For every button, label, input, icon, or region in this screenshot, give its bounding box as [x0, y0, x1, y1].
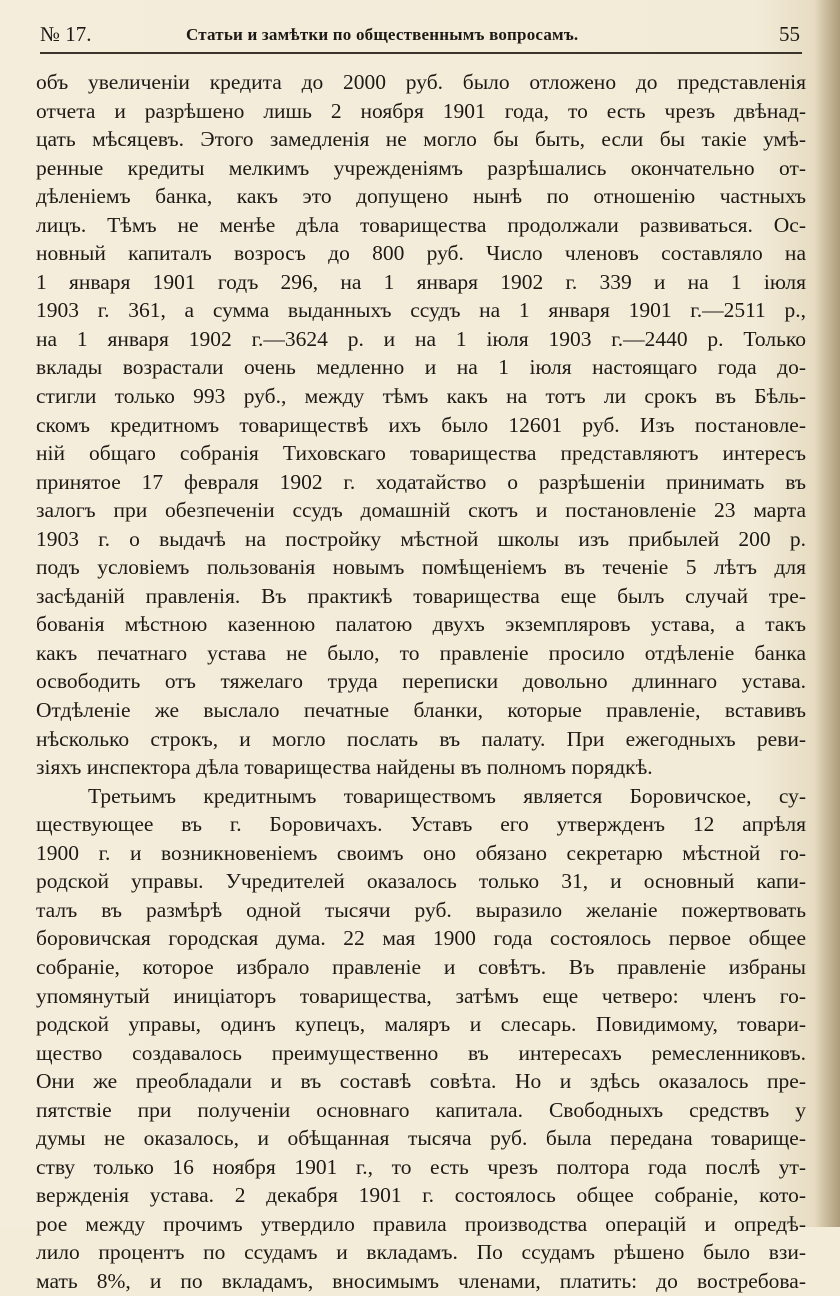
text-line: ній общаго собранія Тиховскаго товарищества представляютъ интересъ — [36, 441, 806, 466]
text-line: Третьимъ кредитнымъ товариществомъ является Боровичское, су- — [88, 783, 806, 808]
text-line: упомянутый иниціаторъ товарищества, затѣмъ еще четверо: членъ го- — [36, 983, 806, 1008]
issue-number: № 17. — [40, 22, 92, 46]
text-line: лило процентъ по ссудамъ и вкладамъ. По ссудамъ рѣшено было взи- — [36, 1240, 806, 1265]
text-line: объ увеличеніи кредита до 2000 руб. было отложено до представленія — [36, 70, 806, 94]
page-edge-shadow — [814, 0, 840, 1227]
text-line: подъ условіемъ пользованія новымъ помѣщеніемъ въ теченіе 5 лѣтъ для — [36, 555, 806, 580]
text-line: освободить отъ тяжелаго труда переписки довольно длиннаго устава. — [36, 669, 806, 694]
text-line: скомъ кредитномъ товариществѣ ихъ было 12601 руб. Изъ постановле- — [36, 412, 806, 437]
text-line: дѣленіемъ банка, какъ это допущено нынѣ по отношенію частныхъ — [36, 184, 806, 209]
text-line: новный капиталъ возросъ до 800 руб. Число членовъ составляло на — [36, 241, 806, 266]
text-line: отчета и разрѣшено лишь 2 ноября 1901 года, то есть чрезъ двѣнад- — [36, 98, 806, 123]
text-line: бованія мѣстною казенною палатою двухъ экземпляровъ устава, а такъ — [36, 612, 806, 637]
text-line: зіяхъ инспектора дѣла товарищества найдены въ полномъ порядкѣ. — [36, 755, 653, 780]
text-line: залогъ при обезпеченіи ссудъ домашній скотъ и постановленіе 23 марта — [36, 498, 806, 523]
text-line: стигли только 993 руб., между тѣмъ какъ на тотъ ли срокъ въ Бѣль- — [36, 384, 806, 409]
text-line: думы не оказалось, и обѣщанная тысяча руб. была передана товарище- — [36, 1126, 806, 1151]
text-line: лицъ. Тѣмъ не менѣе дѣла товарищества продолжали развиваться. Ос- — [36, 212, 806, 237]
text-line: 1903 г. 361, а сумма выданныхъ ссудъ на 1 января 1901 г.—2511 р., — [36, 298, 806, 323]
text-line: боровичская городская дума. 22 мая 1900 года состоялось первое общее — [36, 926, 806, 951]
text-line: Они же преобладали и въ составѣ совѣта. Но и здѣсь оказалось пре- — [36, 1069, 806, 1094]
text-line: 1 января 1901 годъ 296, на 1 января 1902 г. 339 и на 1 іюля — [36, 269, 806, 294]
text-line: принятое 17 февраля 1902 г. ходатайство о разрѣшеніи принимать въ — [36, 469, 806, 494]
text-line: щество создавалось преимущественно въ интересахъ ремесленниковъ. — [36, 1040, 806, 1065]
text-line: на 1 января 1902 г.—3624 р. и на 1 іюля 1903 г.—2440 р. Только — [36, 326, 806, 351]
text-line: цать мѣсяцевъ. Этого замедленія не могло бы быть, если бы такіе умѣ- — [36, 127, 806, 152]
text-line: рое между прочимъ утвердило правила производства операцій и опредѣ- — [36, 1211, 806, 1236]
text-line: вклады возрастали очень медленно и на 1 іюля настоящаго года до- — [36, 355, 806, 380]
header-rule — [40, 52, 802, 54]
page-number: 55 — [779, 22, 800, 46]
text-line: какъ печатнаго устава не было, то правленіе просило отдѣленіе банка — [36, 640, 806, 665]
text-line: 1903 г. о выдачѣ на постройку мѣстной школы изъ прибылей 200 р. — [36, 526, 806, 551]
text-line: ренные кредиты мелкимъ учрежденіямъ разрѣшались окончательно от- — [36, 155, 806, 180]
text-line: 1900 г. и возникновеніемъ своимъ оно обязано секретарю мѣстной го- — [36, 840, 806, 865]
text-line: родской управы. Учредителей оказалось только 31, и основный капи- — [36, 869, 806, 894]
body-text — [36, 68, 806, 1296]
text-line: вержденія устава. 2 декабря 1901 г. состоялось общее собраніе, кото- — [36, 1183, 806, 1208]
text-line: Отдѣленіе же выслало печатные бланки, которые правленіе, вставивъ — [36, 698, 806, 723]
text-line: ществующее въ г. Боровичахъ. Уставъ его утвержденъ 12 апрѣля — [36, 812, 806, 837]
running-title: Статьи и замѣтки по общественнымъ вопросамъ. — [186, 25, 579, 44]
text-line: ству только 16 ноября 1901 г., то есть чрезъ полтора года послѣ ут- — [36, 1154, 806, 1179]
text-line: мать 8%, и по вкладамъ, вносимымъ членами, платить: до востребова- — [36, 1268, 806, 1293]
text-line: талъ въ размѣрѣ одной тысячи руб. выразило желаніе пожертвовать — [36, 897, 806, 922]
text-line: засѣданій правленія. Въ практикѣ товарищества еще былъ случай тре- — [36, 583, 806, 608]
text-line: нѣсколько строкъ, и могло послать въ палату. При ежегодныхъ реви- — [36, 726, 806, 751]
text-line: родской управы, одинъ купецъ, маляръ и слесарь. Повидимому, товари- — [36, 1012, 806, 1037]
text-line: собраніе, которое избрало правленіе и совѣтъ. Въ правленіе избраны — [36, 954, 806, 979]
running-header — [40, 22, 800, 52]
text-line: пятствіе при полученіи основнаго капитала. Свободныхъ средствъ у — [36, 1097, 806, 1122]
